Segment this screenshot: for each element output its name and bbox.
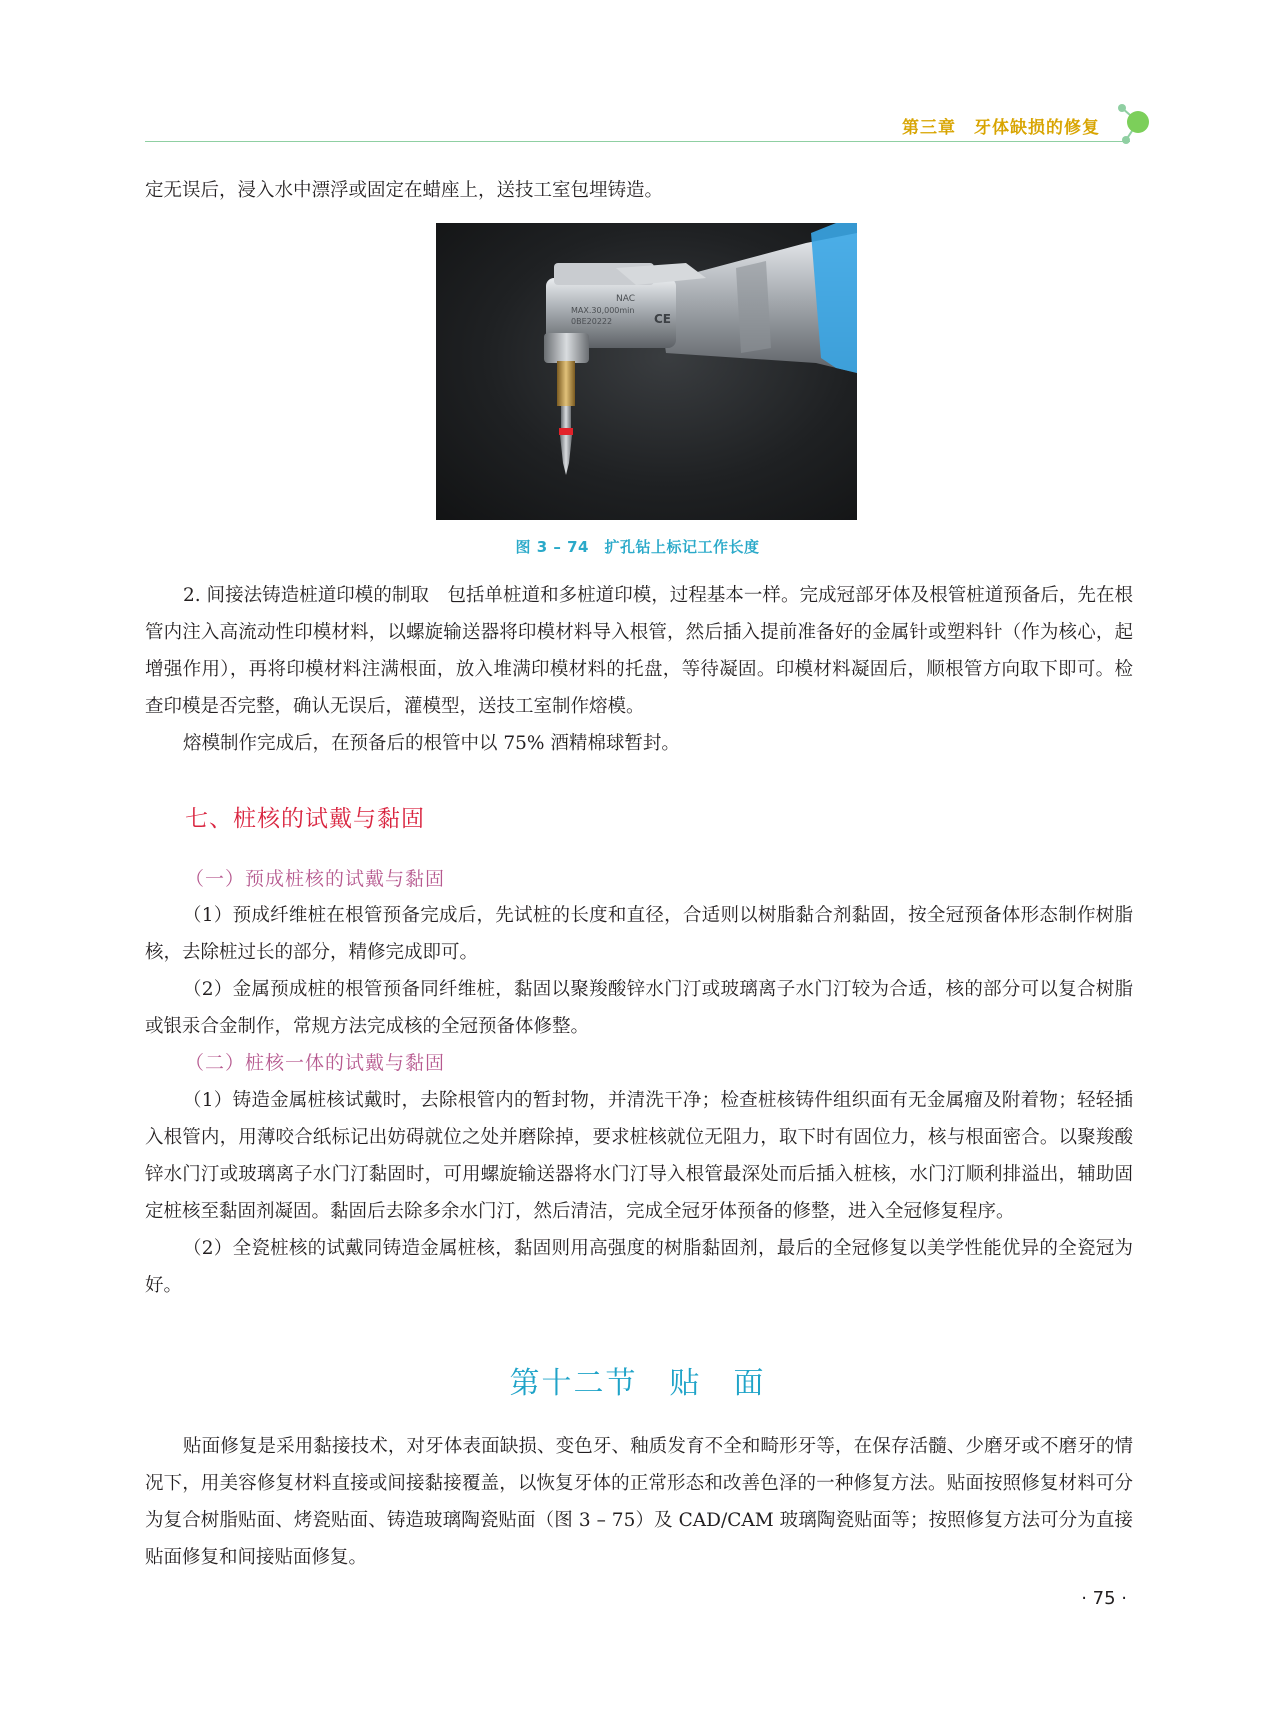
intro-text xyxy=(145,172,1133,209)
paragraph-temporary-seal: 熔模制作完成后，在预备后的根管中以 75% 酒精棉球暂封。 xyxy=(183,733,680,754)
paragraph-veneer: 贴面修复是采用黏接技术，对牙体表面缺损、变色牙、釉质发育不全和畸形牙等，在保存活髓、少磨牙或不磨牙的情况下，用美容修复材料直接或间接黏接覆盖，以恢复牙体的正常形态和改善色泽的一种修复方法。贴面按照修复材料可分为复合树脂贴面、烤瓷贴面、铸造玻璃陶瓷贴面（图 3 – 75）及 CAD/CAM 玻璃陶瓷贴面等；按照修复方法可分为直接贴面修复和间接贴面修复。 xyxy=(145,1436,1133,1568)
section-heading-post-core-trial: 七、桩核的试戴与黏固 xyxy=(185,806,425,832)
photo-text-serial: 0BE20222 xyxy=(571,317,613,326)
section-title-veneer: 第十二节 贴 面 xyxy=(509,1366,766,1401)
page-number: · 75 · xyxy=(1081,1588,1127,1609)
method-paragraphs xyxy=(145,577,1133,762)
figure-photo-handpiece xyxy=(436,223,857,520)
subheading-integral-post-core: （二）桩核一体的试戴与黏固 xyxy=(185,1052,446,1074)
photo-text-brand: NAC xyxy=(616,294,636,304)
paragraph-indirect-method: 2. 间接法铸造桩道印模的制取 包括单桩道和多桩道印模，过程基本一样。完成冠部牙体及根管桩道预备后，先在根管内注入高流动性印模材料，以螺旋输送器将印模材料导入根管，然后插入提前准备好的金属针或塑料针（作为核心，起增强作用），再将印模材料注满根面，放入堆满印模材料的托盘，等待凝固。印模材料凝固后，顺根管方向取下即可。检查印模是否完整，确认无误后，灌模型，送技工室制作熔模。 xyxy=(145,585,1133,717)
photo-text-ce: CE xyxy=(654,312,672,326)
running-header-chapter-title: 第三章 牙体缺损的修复 xyxy=(902,118,1100,138)
integral-post-core-paragraphs xyxy=(145,1082,1133,1304)
handpiece-illustration xyxy=(436,223,857,520)
subheading-prefab-post: （一）预成桩核的试戴与黏固 xyxy=(185,868,446,890)
prefab-post-paragraphs xyxy=(145,897,1133,1045)
header-divider xyxy=(145,141,1130,142)
paragraph-ceramic-post-core: （2）全瓷桩核的试戴同铸造金属桩核，黏固则用高强度的树脂黏固剂，最后的全冠修复以美学性能优异的全瓷冠为好。 xyxy=(145,1238,1133,1296)
photo-text-speed: MAX.30,000min xyxy=(571,306,635,315)
paragraph-fiber-post: （1）预成纤维桩在根管预备完成后，先试桩的长度和直径，合适则以树脂黏合剂黏固，按全冠预备体形态制作树脂核，去除桩过长的部分，精修完成即可。 xyxy=(145,905,1133,963)
veneer-paragraphs xyxy=(145,1428,1133,1576)
paragraph-cast-metal-post-core: （1）铸造金属桩核试戴时，去除根管内的暂封物，并清洗干净；检查桩核铸件组织面有无金属瘤及附着物；轻轻插入根管内，用薄咬合纸标记出妨碍就位之处并磨除掉，要求桩核就位无阻力，取下时有固位力，核与根面密合。以聚羧酸锌水门汀或玻璃离子水门汀黏固时，可用螺旋输送器将水门汀导入根管最深处而后插入桩核，水门汀顺利排溢出，辅助固定桩核至黏固剂凝固。黏固后去除多余水门汀，然后清洁，完成全冠牙体预备的修整，进入全冠修复程序。 xyxy=(145,1090,1133,1222)
molecule-icon xyxy=(1112,100,1152,150)
figure-caption: 图 3 – 74 扩孔钻上标记工作长度 xyxy=(515,538,760,556)
intro-line: 定无误后，浸入水中漂浮或固定在蜡座上，送技工室包埋铸造。 xyxy=(145,180,664,201)
paragraph-metal-post: （2）金属预成桩的根管预备同纤维桩，黏固以聚羧酸锌水门汀或玻璃离子水门汀较为合适，核的部分可以复合树脂或银汞合金制作，常规方法完成核的全冠预备体修整。 xyxy=(145,979,1133,1037)
